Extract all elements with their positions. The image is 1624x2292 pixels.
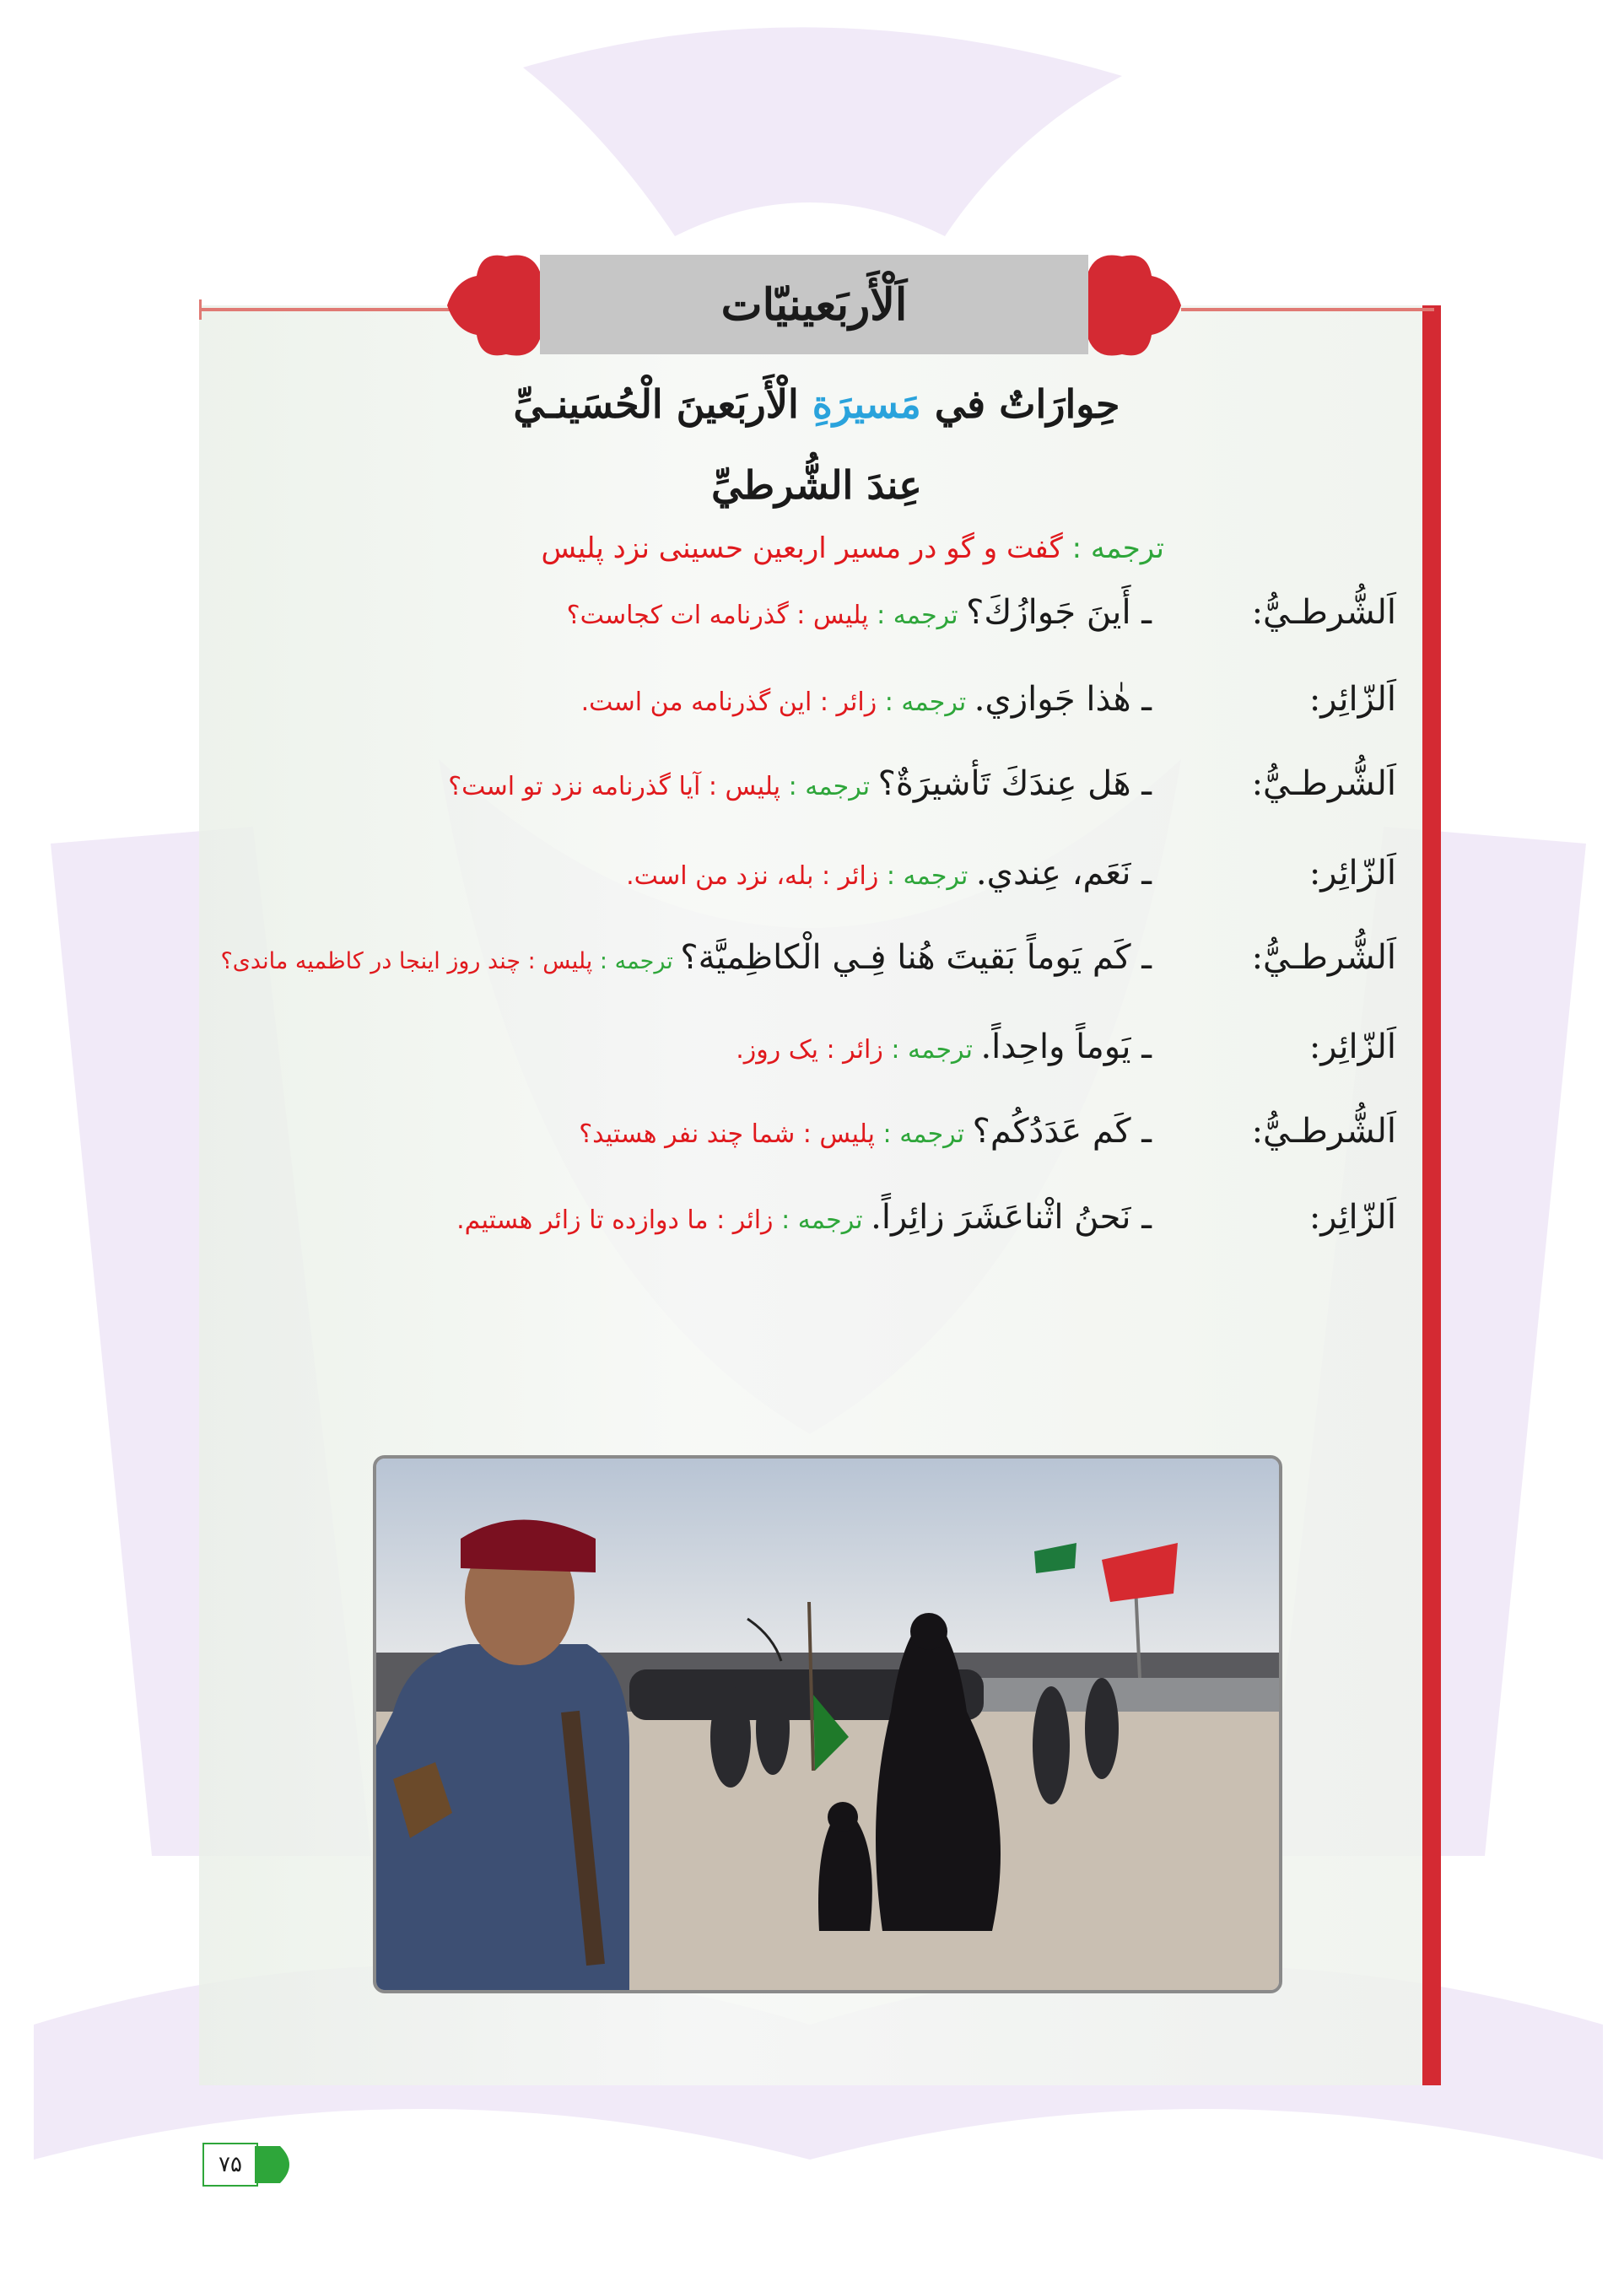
dialogue-line: ـ أَينَ جَوازُكَ؟ ترجمه : پلیس : گذرنامه ات کجاست؟ xyxy=(566,593,1152,632)
dialogue-row xyxy=(0,764,1624,832)
dialogue-row xyxy=(0,938,1624,1006)
dialogue-row xyxy=(0,680,1624,747)
speaker-label: اَلزّائِر: xyxy=(1308,1198,1396,1237)
page-number: ۷۵ xyxy=(202,2143,258,2187)
speaker-label: اَلزّائِر: xyxy=(1308,1027,1396,1066)
speaker-label: اَلزّائِر: xyxy=(1308,680,1396,719)
dialogue-row xyxy=(0,1198,1624,1265)
dialogue-line: ـ كَم يَوماً بَقيتَ هُنا فِـي الْكاظِميَّة؟ ترجمه : پلیس : چند روز اینجا در کاظمیه ماندی؟ xyxy=(220,938,1152,977)
dialogue-row xyxy=(0,1027,1624,1095)
right-red-border xyxy=(1422,305,1441,2085)
translation-text: گفت و گو در مسیر اربعین حسینی نزد پلیس xyxy=(541,531,1072,565)
speaker-label: اَلشُّرطـيُّ: xyxy=(1251,1112,1396,1151)
dialogue-row xyxy=(0,1112,1624,1179)
arbaeen-photo xyxy=(373,1455,1282,1993)
title-highlight: مَسيرَةِ xyxy=(812,381,921,427)
translation-label: ترجمه : xyxy=(1071,531,1164,565)
header-rule-tick xyxy=(199,299,202,320)
speaker-label: اَلشُّرطـيُّ: xyxy=(1251,593,1396,632)
header-title: اَلْأَربَعينيّات xyxy=(720,278,908,331)
dialogue-line: ـ يَوماً واحِداً. ترجمه : زائر : یک روز. xyxy=(736,1027,1152,1066)
speaker-label: اَلشُّرطـيُّ: xyxy=(1251,938,1396,977)
header-rule-left xyxy=(199,308,452,311)
speaker-label: اَلشُّرطـيُّ: xyxy=(1251,764,1396,803)
page-number-tab xyxy=(255,2143,299,2187)
intro-translation xyxy=(253,533,1164,564)
lesson-subtitle: عِندَ الشُّرطيِّ xyxy=(711,462,922,508)
dialogue-line: ـ نَحنُ اثْناعَشَرَ زائِراً. ترجمه : زائر : ما دوازده تا زائر هستیم. xyxy=(456,1198,1152,1237)
dialogue-line: ـ هٰذا جَوازي. ترجمه : زائر : این گذرنامه من است. xyxy=(580,680,1152,719)
lesson-title: حِوارَاتٌ في مَسيرَةِ الْأَربَعينَ الْحُسَينـيِّ xyxy=(513,381,1120,427)
header-rule-right xyxy=(1181,308,1434,311)
dialogue-row xyxy=(0,854,1624,921)
dialogue-line: ـ كَم عَدَدُكُم؟ ترجمه : پلیس : شما چند نفر هستید؟ xyxy=(579,1112,1152,1151)
speaker-label: اَلزّائِر: xyxy=(1308,854,1396,893)
dialogue-line: ـ نَعَم، عِندي. ترجمه : زائر : بله، نزد من است. xyxy=(626,854,1152,893)
dialogue-row xyxy=(0,593,1624,661)
dialogue-line: ـ هَل عِندَكَ تَأشيرَةٌ؟ ترجمه : پلیس : آیا گذرنامه نزد تو است؟ xyxy=(448,764,1152,803)
